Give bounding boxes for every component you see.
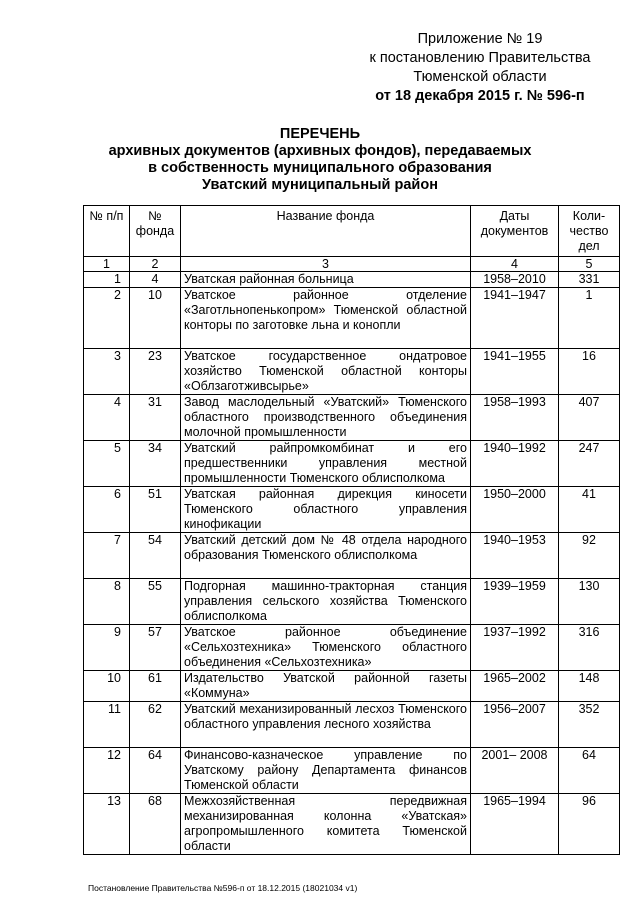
table-row: [84, 702, 620, 748]
row-number: 7: [84, 533, 130, 579]
table-row: [84, 748, 620, 794]
file-count: 316: [559, 625, 620, 671]
table-row: [84, 487, 620, 533]
file-count: 247: [559, 441, 620, 487]
fund-name: Межхозяйственная передвижная механизированная колонна «Уватская» агропромышленного комитета Тюменской области: [181, 794, 471, 855]
row-number: 8: [84, 579, 130, 625]
appendix-decree: к постановлению Правительства: [369, 50, 591, 66]
document-dates: 1965–1994: [471, 794, 559, 855]
fund-number: 55: [130, 579, 181, 625]
file-count: 1: [559, 288, 620, 349]
column-number: 1: [84, 257, 130, 272]
row-number: 3: [84, 349, 130, 395]
column-number: 5: [559, 257, 620, 272]
appendix-date: от 18 декабря 2015 г. № 596-п: [375, 88, 585, 104]
fund-number: 62: [130, 702, 181, 748]
page-footer: Постановление Правительства №596-п от 18.12.2015 (18021034 v1): [88, 883, 358, 893]
fund-number: 64: [130, 748, 181, 794]
document-dates: 1937–1992: [471, 625, 559, 671]
fund-name: Уватский механизированный лесхоз Тюменского областного управления лесного хозяйства: [181, 702, 471, 748]
fund-number: 23: [130, 349, 181, 395]
column-number-row: [84, 257, 620, 272]
table-row: [84, 579, 620, 625]
column-number: 3: [181, 257, 471, 272]
fund-number: 57: [130, 625, 181, 671]
document-dates: 1956–2007: [471, 702, 559, 748]
document-dates: 1939–1959: [471, 579, 559, 625]
fund-number: 61: [130, 671, 181, 702]
document-dates: 1958–1993: [471, 395, 559, 441]
row-number: 10: [84, 671, 130, 702]
archive-fund-table: [83, 205, 620, 855]
appendix-number: Приложение № 19: [417, 31, 543, 47]
column-number: 4: [471, 257, 559, 272]
fund-name: Уватское районное отделение «Заготльнопенькопром» Тюменской областной конторы по заготовке льна и конопли: [181, 288, 471, 349]
table-row: [84, 288, 620, 349]
document-dates: 1941–1947: [471, 288, 559, 349]
file-count: 96: [559, 794, 620, 855]
title-subtitle-2: в собственность муниципального образования: [148, 160, 492, 176]
appendix-header: [340, 30, 620, 106]
row-number: 13: [84, 794, 130, 855]
header-dates: Даты документов: [471, 206, 559, 257]
title-subtitle-3: Уватский муниципальный район: [202, 177, 438, 193]
fund-name: Уватская районная больница: [181, 272, 471, 288]
table-row: [84, 794, 620, 855]
document-dates: 1965–2002: [471, 671, 559, 702]
fund-number: 54: [130, 533, 181, 579]
table-row: [84, 533, 620, 579]
table-row: [84, 349, 620, 395]
row-number: 12: [84, 748, 130, 794]
title-heading: ПЕРЕЧЕНЬ: [279, 126, 361, 142]
row-number: 2: [84, 288, 130, 349]
file-count: 16: [559, 349, 620, 395]
file-count: 92: [559, 533, 620, 579]
fund-number: 51: [130, 487, 181, 533]
file-count: 41: [559, 487, 620, 533]
fund-name: Уватское районное объединение «Сельхозтехника» Тюменского областного объединения «Сельхозтехника»: [181, 625, 471, 671]
row-number: 11: [84, 702, 130, 748]
table-body: [84, 272, 620, 855]
fund-name: Уватская районная дирекция киносети Тюменского областного управления кинофикации: [181, 487, 471, 533]
document-dates: 2001– 2008: [471, 748, 559, 794]
fund-name: Уватский райпромкомбинат и его предшественники управления местной промышленности Тюменского облисполкома: [181, 441, 471, 487]
title-subtitle-1: архивных документов (архивных фондов), передаваемых: [108, 143, 532, 159]
fund-number: 10: [130, 288, 181, 349]
row-number: 5: [84, 441, 130, 487]
fund-number: 31: [130, 395, 181, 441]
document-dates: 1950–2000: [471, 487, 559, 533]
file-count: 407: [559, 395, 620, 441]
table-row: [84, 395, 620, 441]
row-number: 1: [84, 272, 130, 288]
header-name: Название фонда: [181, 206, 471, 257]
fund-name: Подгорная машинно-тракторная станция управления сельского хозяйства Тюменского облисполкома: [181, 579, 471, 625]
file-count: 130: [559, 579, 620, 625]
fund-number: 34: [130, 441, 181, 487]
header-count: Коли-чество дел: [559, 206, 620, 257]
header-fund: № фонда: [130, 206, 181, 257]
document-dates: 1958–2010: [471, 272, 559, 288]
document-dates: 1940–1953: [471, 533, 559, 579]
row-number: 9: [84, 625, 130, 671]
fund-name: Завод маслодельный «Уватский» Тюменского областного производственного объединения молочной промышленности: [181, 395, 471, 441]
table-row: [84, 671, 620, 702]
table-row: [84, 625, 620, 671]
fund-name: Финансово-казначеское управление по Уватскому району Департамента финансов Тюменской области: [181, 748, 471, 794]
document-dates: 1941–1955: [471, 349, 559, 395]
fund-number: 4: [130, 272, 181, 288]
fund-number: 68: [130, 794, 181, 855]
document-title: [60, 126, 580, 194]
row-number: 6: [84, 487, 130, 533]
column-number: 2: [130, 257, 181, 272]
document-dates: 1940–1992: [471, 441, 559, 487]
fund-name: Уватское государственное ондатровое хозяйство Тюменской областной конторы «Облзаготживсырье»: [181, 349, 471, 395]
file-count: 148: [559, 671, 620, 702]
file-count: 64: [559, 748, 620, 794]
fund-name: Издательство Уватской районной газеты «Коммуна»: [181, 671, 471, 702]
file-count: 331: [559, 272, 620, 288]
table-row: [84, 272, 620, 288]
header-num: № п/п: [84, 206, 130, 257]
row-number: 4: [84, 395, 130, 441]
table-header-row: [84, 206, 620, 257]
table-row: [84, 441, 620, 487]
fund-name: Уватский детский дом № 48 отдела народного образования Тюменского облисполкома: [181, 533, 471, 579]
file-count: 352: [559, 702, 620, 748]
appendix-region: Тюменской области: [413, 69, 547, 85]
